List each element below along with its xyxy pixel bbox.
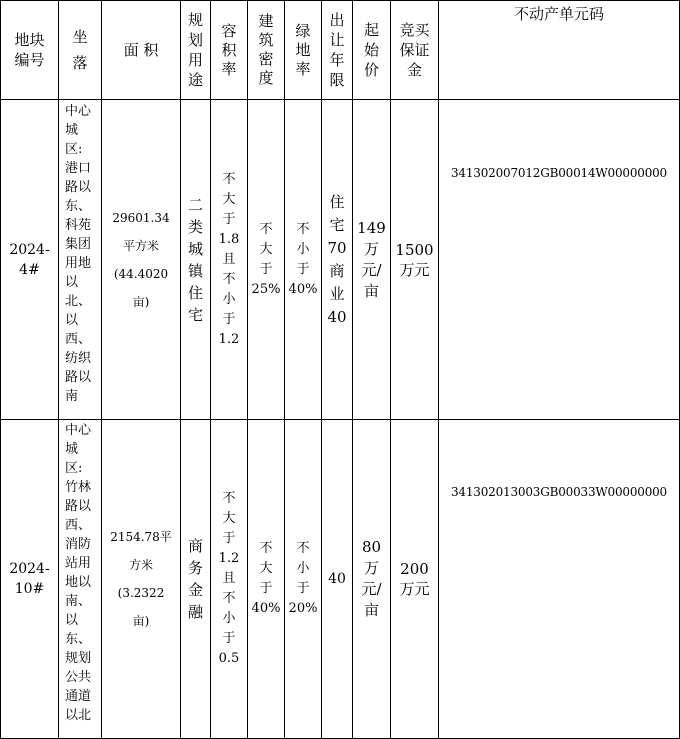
row2-area: 2154.78平 方米 (3.2322 亩): [110, 530, 172, 628]
row1-building-density: 不 大 于 25%: [251, 221, 281, 297]
header-starting-price: 起 始 价: [363, 21, 379, 79]
row1-location: 中心 城 区: 港口 路以 东、 科苑 集团 用地 以 北、 以 西、 纺织 路以 南: [65, 104, 92, 404]
row2-location: 中心 城 区: 竹林 路以 西、 消防 站用 地以 南、 以 东、 规划 公共 通道 以北: [65, 423, 92, 723]
row2-greening-rate: 不 小 于 20%: [288, 541, 318, 616]
row1-plot-ratio: 不 大 于 1.8 且 不 小 于 1.2: [218, 171, 240, 347]
header-location: 坐 落: [72, 28, 88, 72]
row1-unit-code: 341302007012GB00014W00000000: [450, 165, 667, 180]
row2-starting-price: 80 万 元/ 亩: [361, 538, 382, 619]
row2-planned-use: 商 务 金 融: [187, 537, 203, 621]
row2-plot-ratio: 不 大 于 1.2 且 不 小 于 0.5: [218, 491, 240, 666]
header-bid-deposit: 竞买 保证 金: [399, 21, 430, 79]
header-plot-ratio: 容 积 率: [221, 21, 237, 78]
header-greening-rate: 绿 地 率: [295, 21, 311, 78]
row1-starting-price: 149 万 元/ 亩: [357, 218, 386, 300]
header-plot-no: 地块 编号: [14, 31, 45, 69]
row2-bid-deposit: 200 万元: [399, 560, 430, 598]
header-planned-use: 规 划 用 途: [187, 11, 203, 89]
row1-planned-use: 二 类 城 镇 住 宅: [187, 195, 203, 324]
header-building-density: 建 筑 密 度: [258, 12, 274, 87]
row1-transfer-term: 住 宅 70 商 业 40: [327, 192, 347, 326]
row1-bid-deposit: 1500 万元: [395, 240, 434, 279]
row2-transfer-term: 40: [328, 571, 346, 587]
row1-plot-no: 2024- 4#: [9, 241, 50, 278]
header-unit-code: 不动产单元码: [513, 5, 604, 23]
row1-greening-rate: 不 小 于 40%: [288, 221, 318, 297]
row1-area: 29601.34 平方米 (44.4020 亩): [112, 210, 170, 309]
row2-plot-no: 2024- 10#: [9, 561, 50, 597]
header-transfer-term: 出 让 年 限: [329, 11, 345, 89]
row2-building-density: 不 大 于 40%: [251, 541, 281, 616]
header-area: 面 积: [123, 41, 159, 59]
row2-unit-code: 341302013003GB00033W00000000: [450, 484, 667, 499]
grid-line: [438, 0, 439, 739]
